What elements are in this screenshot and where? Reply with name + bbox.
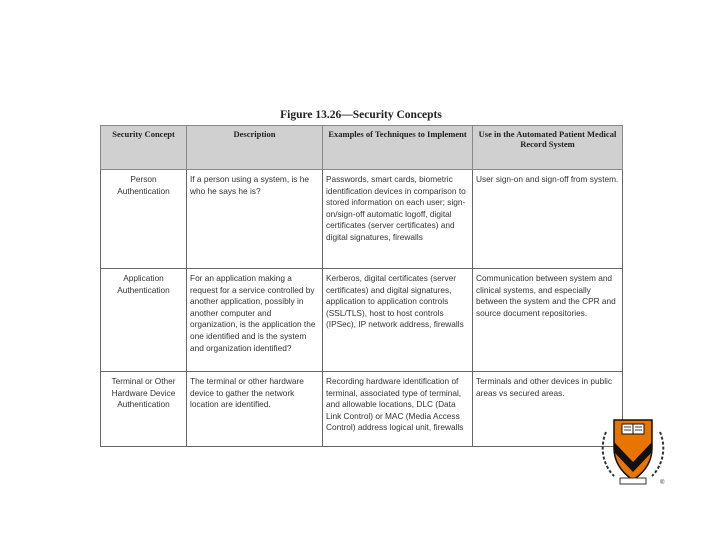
header-examples: Examples of Techniques to Implement — [323, 126, 473, 170]
cell-use: User sign-on and sign-off from system. — [473, 170, 623, 269]
header-use: Use in the Automated Patient Medical Record System — [473, 126, 623, 170]
cell-description: For an application making a request for a service controlled by another application, possibly in another computer and organization, is the application the one identified and is the system and organization identified? — [187, 269, 323, 372]
university-shield-logo — [598, 412, 668, 488]
cell-concept: Application Authentication — [101, 269, 187, 372]
table-row — [101, 170, 623, 269]
cell-concept: Person Authentication — [101, 170, 187, 269]
cell-description: If a person using a system, is he who he says he is? — [187, 170, 323, 269]
table-row — [101, 269, 623, 372]
figure-title: Figure 13.26—Security Concepts — [280, 109, 442, 121]
shield-icon — [598, 412, 668, 488]
security-concepts-table — [100, 125, 623, 447]
cell-examples: Passwords, smart cards, biometric identification devices in comparison to stored information on each user; sign-on/sign-off automatic logoff, digital certificates (server certificates) and digital signatures, firewalls — [323, 170, 473, 269]
cell-concept: Terminal or Other Hardware Device Authentication — [101, 372, 187, 447]
table-row — [101, 372, 623, 447]
header-description: Description — [187, 126, 323, 170]
table-header-row — [101, 126, 623, 170]
header-security-concept: Security Concept — [101, 126, 187, 170]
cell-use: Terminals and other devices in public areas vs secured areas. — [473, 372, 623, 447]
cell-description: The terminal or other hardware device to gather the network location are identified. — [187, 372, 323, 447]
cell-examples: Recording hardware identification of terminal, associated type of terminal, and allowable locations, DLC (Data Link Control) or MAC (Media Access Control) address logical unit, firewalls — [323, 372, 473, 447]
svg-text:®: ® — [660, 480, 665, 486]
cell-examples: Kerberos, digital certificates (server certificates) and digital signatures, application to application controls (SSL/TLS), host to host controls (IPSec), IP network address, firewalls — [323, 269, 473, 372]
cell-use: Communication between system and clinical systems, and especially between the system and the CPR and source document repositories. — [473, 269, 623, 372]
